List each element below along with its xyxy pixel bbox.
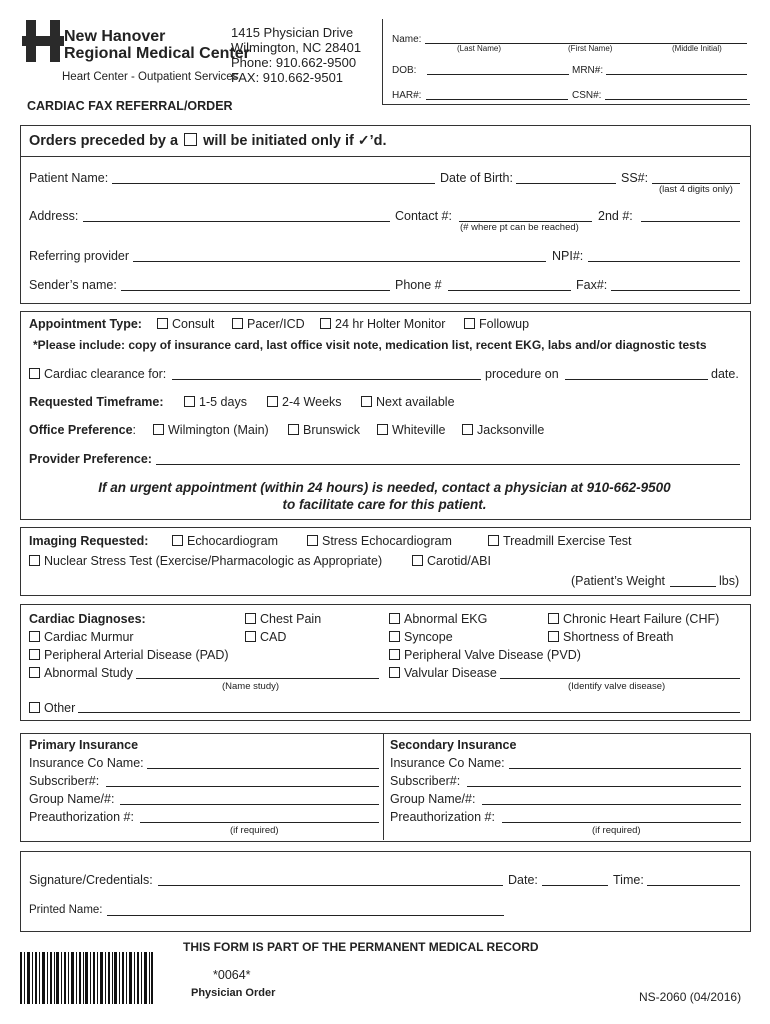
- office-whiteville[interactable]: Whiteville: [377, 423, 446, 437]
- checkbox-icon[interactable]: [548, 631, 559, 642]
- barcode-code: *0064*: [213, 968, 251, 982]
- primary-co-name-line[interactable]: [147, 768, 379, 769]
- patient-id-bottom: [382, 104, 750, 105]
- id-first-label: (First Name): [568, 44, 613, 53]
- appt-pacer-option[interactable]: Pacer/ICD: [232, 317, 305, 331]
- procedure-on-label: procedure on: [485, 367, 559, 381]
- checkbox-icon[interactable]: [288, 424, 299, 435]
- primary-co-name-label: Insurance Co Name:: [29, 756, 144, 770]
- imaging-stress-echo[interactable]: Stress Echocardiogram: [307, 534, 452, 548]
- second-number-label: 2nd #:: [598, 209, 633, 223]
- id-middle-label: (Middle Initial): [672, 44, 722, 53]
- imaging-treadmill[interactable]: Treadmill Exercise Test: [488, 534, 632, 548]
- diagnoses-label: Cardiac Diagnoses:: [29, 612, 146, 626]
- appt-consult-option[interactable]: Consult: [157, 317, 214, 331]
- dx-abnormal-ekg[interactable]: Abnormal EKG: [389, 612, 487, 626]
- dx-other[interactable]: Other: [29, 701, 75, 715]
- physician-order-label: Physician Order: [191, 987, 276, 999]
- id-name-label: Name:: [392, 34, 422, 45]
- patient-id-box: [382, 19, 384, 105]
- hospital-logo: [22, 20, 64, 62]
- checkbox-icon[interactable]: [184, 396, 195, 407]
- secondary-co-name-line[interactable]: [509, 768, 741, 769]
- primary-group-label: Group Name/#:: [29, 792, 115, 806]
- orders-pre: Orders preceded by a: [29, 133, 179, 149]
- checkbox-icon[interactable]: [29, 649, 40, 660]
- primary-if-required: (if required): [230, 825, 279, 836]
- urgent-note-line2: to facilitate care for this patient.: [282, 497, 487, 512]
- timeframe-2-4-weeks[interactable]: 2-4 Weeks: [267, 395, 342, 409]
- checkbox-icon[interactable]: [245, 613, 256, 624]
- office-jacksonville[interactable]: Jacksonville: [462, 423, 544, 437]
- checkbox-icon[interactable]: [464, 318, 475, 329]
- orders-suffix: ’d.: [369, 133, 387, 149]
- appt-followup-option[interactable]: Followup: [464, 317, 529, 331]
- referring-line[interactable]: [133, 261, 546, 262]
- secondary-subscriber-label: Subscriber#:: [390, 774, 461, 788]
- abnormal-study-line[interactable]: [136, 678, 379, 679]
- form-number: NS-2060 (04/2016): [639, 990, 742, 1004]
- patient-info-section: [20, 125, 751, 304]
- org-subtitle: Heart Center - Outpatient Services: [62, 71, 239, 83]
- clearance-line[interactable]: [172, 379, 481, 380]
- secondary-insurance-label: Secondary Insurance: [390, 738, 517, 752]
- checkbox-icon[interactable]: [29, 631, 40, 642]
- checkbox-icon[interactable]: [488, 535, 499, 546]
- name-study-note: (Name study): [222, 681, 280, 692]
- fax-label: Fax#:: [576, 278, 608, 292]
- referring-label: Referring provider: [29, 249, 130, 263]
- npi-label: NPI#:: [552, 249, 584, 263]
- checkbox-icon[interactable]: [157, 318, 168, 329]
- phone-label: Phone #: [395, 278, 442, 292]
- sender-label: Sender’s name:: [29, 278, 117, 292]
- secondary-if-required: (if required): [592, 825, 641, 836]
- sig-date-label: Date:: [508, 873, 538, 887]
- timeframe-label: Requested Timeframe:: [29, 395, 164, 409]
- sig-date-line[interactable]: [542, 885, 608, 886]
- sig-time-line[interactable]: [647, 885, 740, 886]
- primary-subscriber-line[interactable]: [106, 786, 379, 787]
- checkbox-icon[interactable]: [462, 424, 473, 435]
- dx-abnormal-study[interactable]: Abnormal Study: [29, 666, 133, 680]
- dx-chf[interactable]: Chronic Heart Failure (CHF): [548, 612, 719, 626]
- barcode: [20, 952, 154, 1004]
- office-wilmington[interactable]: Wilmington (Main): [153, 423, 269, 437]
- header-phone: Phone: 910.662-9500: [231, 55, 357, 70]
- contact-label: Contact #:: [395, 209, 452, 223]
- primary-subscriber-label: Subscriber#:: [29, 774, 100, 788]
- signature-section: [20, 851, 751, 932]
- ss-note: (last 4 digits only): [659, 184, 733, 195]
- printed-name-line[interactable]: [107, 915, 504, 916]
- ss-label: SS#:: [621, 171, 649, 185]
- checkbox-icon[interactable]: [412, 555, 423, 566]
- address-line2: Wilmington, NC 28401: [231, 40, 362, 55]
- patient-name-label: Patient Name:: [29, 171, 109, 185]
- printed-name-label: Printed Name:: [29, 904, 103, 916]
- date-label: date.: [711, 367, 739, 381]
- org-name-line2: Regional Medical Center: [64, 45, 250, 62]
- checkbox-icon[interactable]: [153, 424, 164, 435]
- imaging-label: Imaging Requested:: [29, 534, 149, 548]
- timeframe-next-available[interactable]: Next available: [361, 395, 455, 409]
- imaging-echo[interactable]: Echocardiogram: [172, 534, 278, 548]
- orders-checkbox-icon: [184, 133, 197, 146]
- checkbox-icon[interactable]: [172, 535, 183, 546]
- checkbox-icon[interactable]: [29, 702, 40, 713]
- id-mrn-label: MRN#:: [572, 65, 604, 76]
- orders-post: will be initiated only if: [203, 133, 354, 149]
- checkbox-icon[interactable]: [377, 424, 388, 435]
- weight-line[interactable]: [670, 586, 716, 587]
- logo-icon: [22, 20, 64, 62]
- procedure-date-line[interactable]: [565, 379, 708, 380]
- checkbox-icon[interactable]: [29, 667, 40, 678]
- dx-syncope[interactable]: Syncope: [389, 630, 453, 644]
- include-note: *Please include: copy of insurance card, last office visit note, medication list, recent EKG, labs and/or diagnostic tests: [33, 338, 707, 352]
- dx-pvd[interactable]: Peripheral Valve Disease (PVD): [389, 648, 581, 662]
- id-csn-label: CSN#:: [572, 90, 602, 101]
- check-mark-icon: ✓: [357, 132, 370, 148]
- appt-holter-option[interactable]: 24 hr Holter Monitor: [320, 317, 445, 331]
- provider-pref-line[interactable]: [156, 464, 740, 465]
- id-csn-line[interactable]: [605, 99, 747, 100]
- patient-name-line[interactable]: [112, 183, 435, 184]
- primary-preauth-line[interactable]: [140, 822, 379, 823]
- orders-statement: [29, 132, 387, 149]
- npi-line[interactable]: [588, 261, 740, 262]
- id-dob-label: DOB:: [392, 65, 417, 76]
- checkbox-icon[interactable]: [307, 535, 318, 546]
- secondary-group-label: Group Name/#:: [390, 792, 476, 806]
- checkbox-icon[interactable]: [361, 396, 372, 407]
- insurance-divider: [383, 733, 384, 840]
- primary-insurance-label: Primary Insurance: [29, 738, 139, 752]
- dx-cad[interactable]: CAD: [245, 630, 286, 644]
- urgent-note-line1: If an urgent appointment (within 24 hours) is needed, contact a physician at 910-662-9500: [98, 480, 671, 495]
- appointment-type-label: Appointment Type:: [29, 317, 142, 331]
- form-title: CARDIAC FAX REFERRAL/ORDER: [27, 99, 233, 113]
- identify-valve-note: (Identify valve disease): [568, 681, 666, 692]
- second-number-line[interactable]: [641, 221, 740, 222]
- secondary-preauth-line[interactable]: [502, 822, 741, 823]
- valvular-line[interactable]: [500, 678, 740, 679]
- checkbox-icon[interactable]: [232, 318, 243, 329]
- weight-pre: (Patient’s Weight: [571, 574, 666, 588]
- address-line1: 1415 Physician Drive: [231, 25, 354, 40]
- dx-chest-pain[interactable]: Chest Pain: [245, 612, 321, 626]
- dx-murmur[interactable]: Cardiac Murmur: [29, 630, 134, 644]
- id-har-label: HAR#:: [392, 90, 422, 101]
- secondary-co-name-label: Insurance Co Name:: [390, 756, 505, 770]
- weight-post: lbs): [719, 574, 740, 588]
- primary-group-line[interactable]: [120, 804, 379, 805]
- checkbox-icon[interactable]: [29, 368, 40, 379]
- imaging-carotid[interactable]: Carotid/ABI: [412, 554, 491, 568]
- primary-preauth-label: Preauthorization #:: [29, 810, 134, 824]
- id-last-label: (Last Name): [457, 44, 502, 53]
- barcode-icon: [20, 952, 154, 1004]
- contact-note: (# where pt can be reached): [460, 222, 579, 233]
- provider-pref-label: Provider Preference:: [29, 452, 152, 466]
- address-label: Address:: [29, 209, 79, 223]
- checkbox-icon[interactable]: [389, 631, 400, 642]
- checkbox-icon[interactable]: [267, 396, 278, 407]
- id-dob-line[interactable]: [427, 74, 569, 75]
- checkbox-icon[interactable]: [548, 613, 559, 624]
- permanent-record-note: THIS FORM IS PART OF THE PERMANENT MEDICAL RECORD: [183, 940, 539, 954]
- address-line[interactable]: [83, 221, 390, 222]
- id-har-line[interactable]: [426, 99, 568, 100]
- dob-line[interactable]: [516, 183, 616, 184]
- checkbox-icon[interactable]: [389, 667, 400, 678]
- signature-label: Signature/Credentials:: [29, 873, 153, 887]
- dob-label: Date of Birth:: [440, 171, 513, 185]
- sig-time-label: Time:: [613, 873, 644, 887]
- org-name-line1: New Hanover: [64, 28, 166, 45]
- dx-pad[interactable]: Peripheral Arterial Disease (PAD): [29, 648, 229, 662]
- checkbox-icon[interactable]: [320, 318, 331, 329]
- phone-line[interactable]: [448, 290, 571, 291]
- other-line[interactable]: [78, 712, 740, 713]
- header-fax: FAX: 910.662-9501: [231, 70, 344, 85]
- checkbox-icon[interactable]: [29, 555, 40, 566]
- checkbox-icon[interactable]: [245, 631, 256, 642]
- imaging-nuclear[interactable]: Nuclear Stress Test (Exercise/Pharmacologic as Appropriate): [29, 554, 382, 568]
- id-mrn-line[interactable]: [606, 74, 747, 75]
- cardiac-clearance-option[interactable]: Cardiac clearance for:: [29, 367, 166, 381]
- office-brunswick[interactable]: Brunswick: [288, 423, 360, 437]
- fax-line[interactable]: [611, 290, 740, 291]
- orders-divider: [20, 156, 750, 157]
- secondary-preauth-label: Preauthorization #:: [390, 810, 495, 824]
- secondary-subscriber-line[interactable]: [467, 786, 741, 787]
- checkbox-icon[interactable]: [389, 649, 400, 660]
- dx-valvular[interactable]: Valvular Disease: [389, 666, 497, 680]
- dx-sob[interactable]: Shortness of Breath: [548, 630, 673, 644]
- signature-line[interactable]: [158, 885, 503, 886]
- office-pref-label: Office Preference:: [29, 423, 137, 437]
- checkbox-icon[interactable]: [389, 613, 400, 624]
- secondary-group-line[interactable]: [482, 804, 741, 805]
- timeframe-1-5-days[interactable]: 1-5 days: [184, 395, 247, 409]
- sender-line[interactable]: [121, 290, 390, 291]
